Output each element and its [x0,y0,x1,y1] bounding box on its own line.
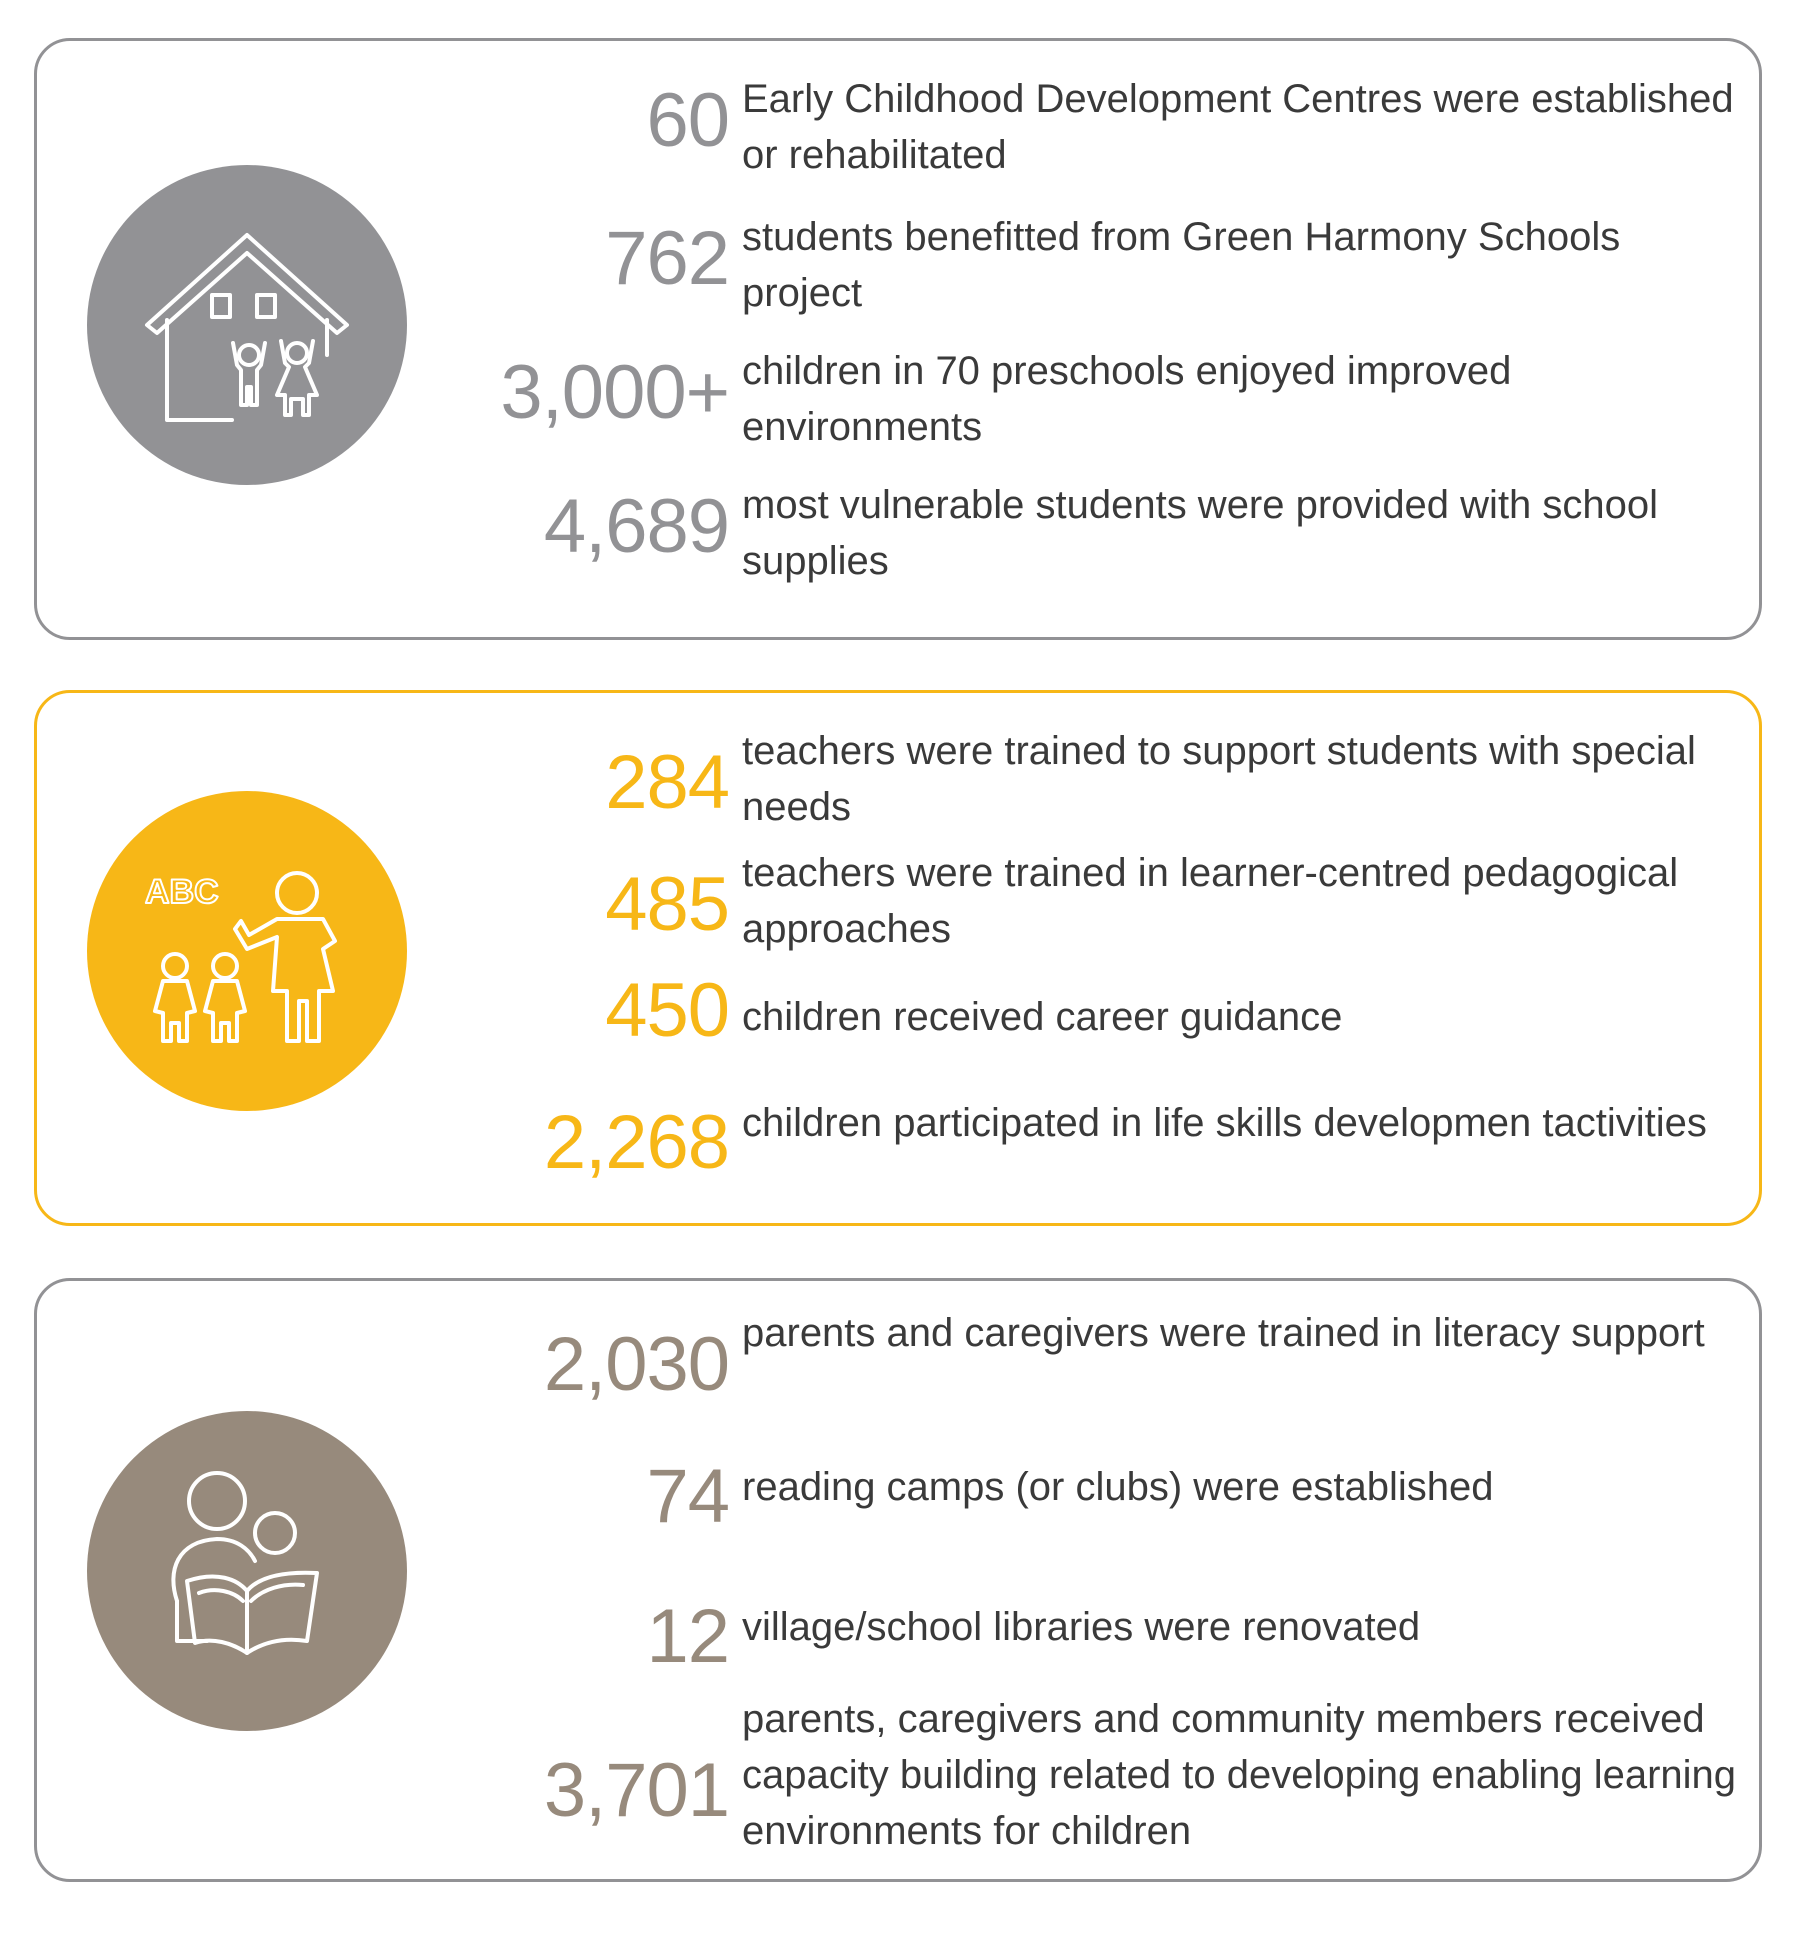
stat-description: most vulnerable students were provided with school supplies [742,483,1659,583]
parent-child-reading-icon [137,1461,357,1681]
teacher-with-children-icon [137,841,357,1061]
stat-value: 485 [605,862,729,947]
stat-value: 2,030 [543,1322,729,1407]
stat-value: 4,689 [543,484,729,569]
teacher-icon-circle [87,791,407,1111]
reading-icon-circle [87,1411,407,1731]
stat-description: students benefitted from Green Harmony Schools project [742,215,1621,315]
stat-value: 60 [646,78,729,163]
stat-value: 762 [605,216,729,301]
stats-panel-literacy [34,1278,1762,1882]
stat-value: 2,268 [543,1100,729,1185]
stats-panel-teachers [34,690,1762,1226]
stat-description: parents, caregivers and community members received capacity building related to developing enabling learning environments for children [742,1697,1737,1853]
stat-description: children received career guidance [742,995,1343,1039]
house-icon-circle [87,165,407,485]
stat-description: reading camps (or clubs) were established [742,1465,1494,1509]
abc-text: ABC [145,873,219,911]
stat-description: teachers were trained to support students with special needs [742,729,1696,829]
stat-value: 450 [605,968,729,1053]
stats-panel-schools [34,38,1762,640]
stat-value: 12 [646,1594,729,1679]
stat-value: 284 [605,740,729,825]
stat-description: parents and caregivers were trained in literacy support [742,1311,1705,1355]
stat-description: children participated in life skills developmen tactivities [742,1101,1707,1145]
stat-value: 74 [646,1454,729,1539]
stat-description: children in 70 preschools enjoyed improved environments [742,349,1512,449]
stat-description: teachers were trained in learner-centred pedagogical approaches [742,851,1679,951]
stat-value: 3,000+ [500,350,729,435]
stat-value: 3,701 [543,1748,729,1833]
house-with-children-icon [137,215,357,435]
stat-description: Early Childhood Development Centres were established or rehabilitated [742,77,1734,177]
stat-description: village/school libraries were renovated [742,1605,1421,1649]
